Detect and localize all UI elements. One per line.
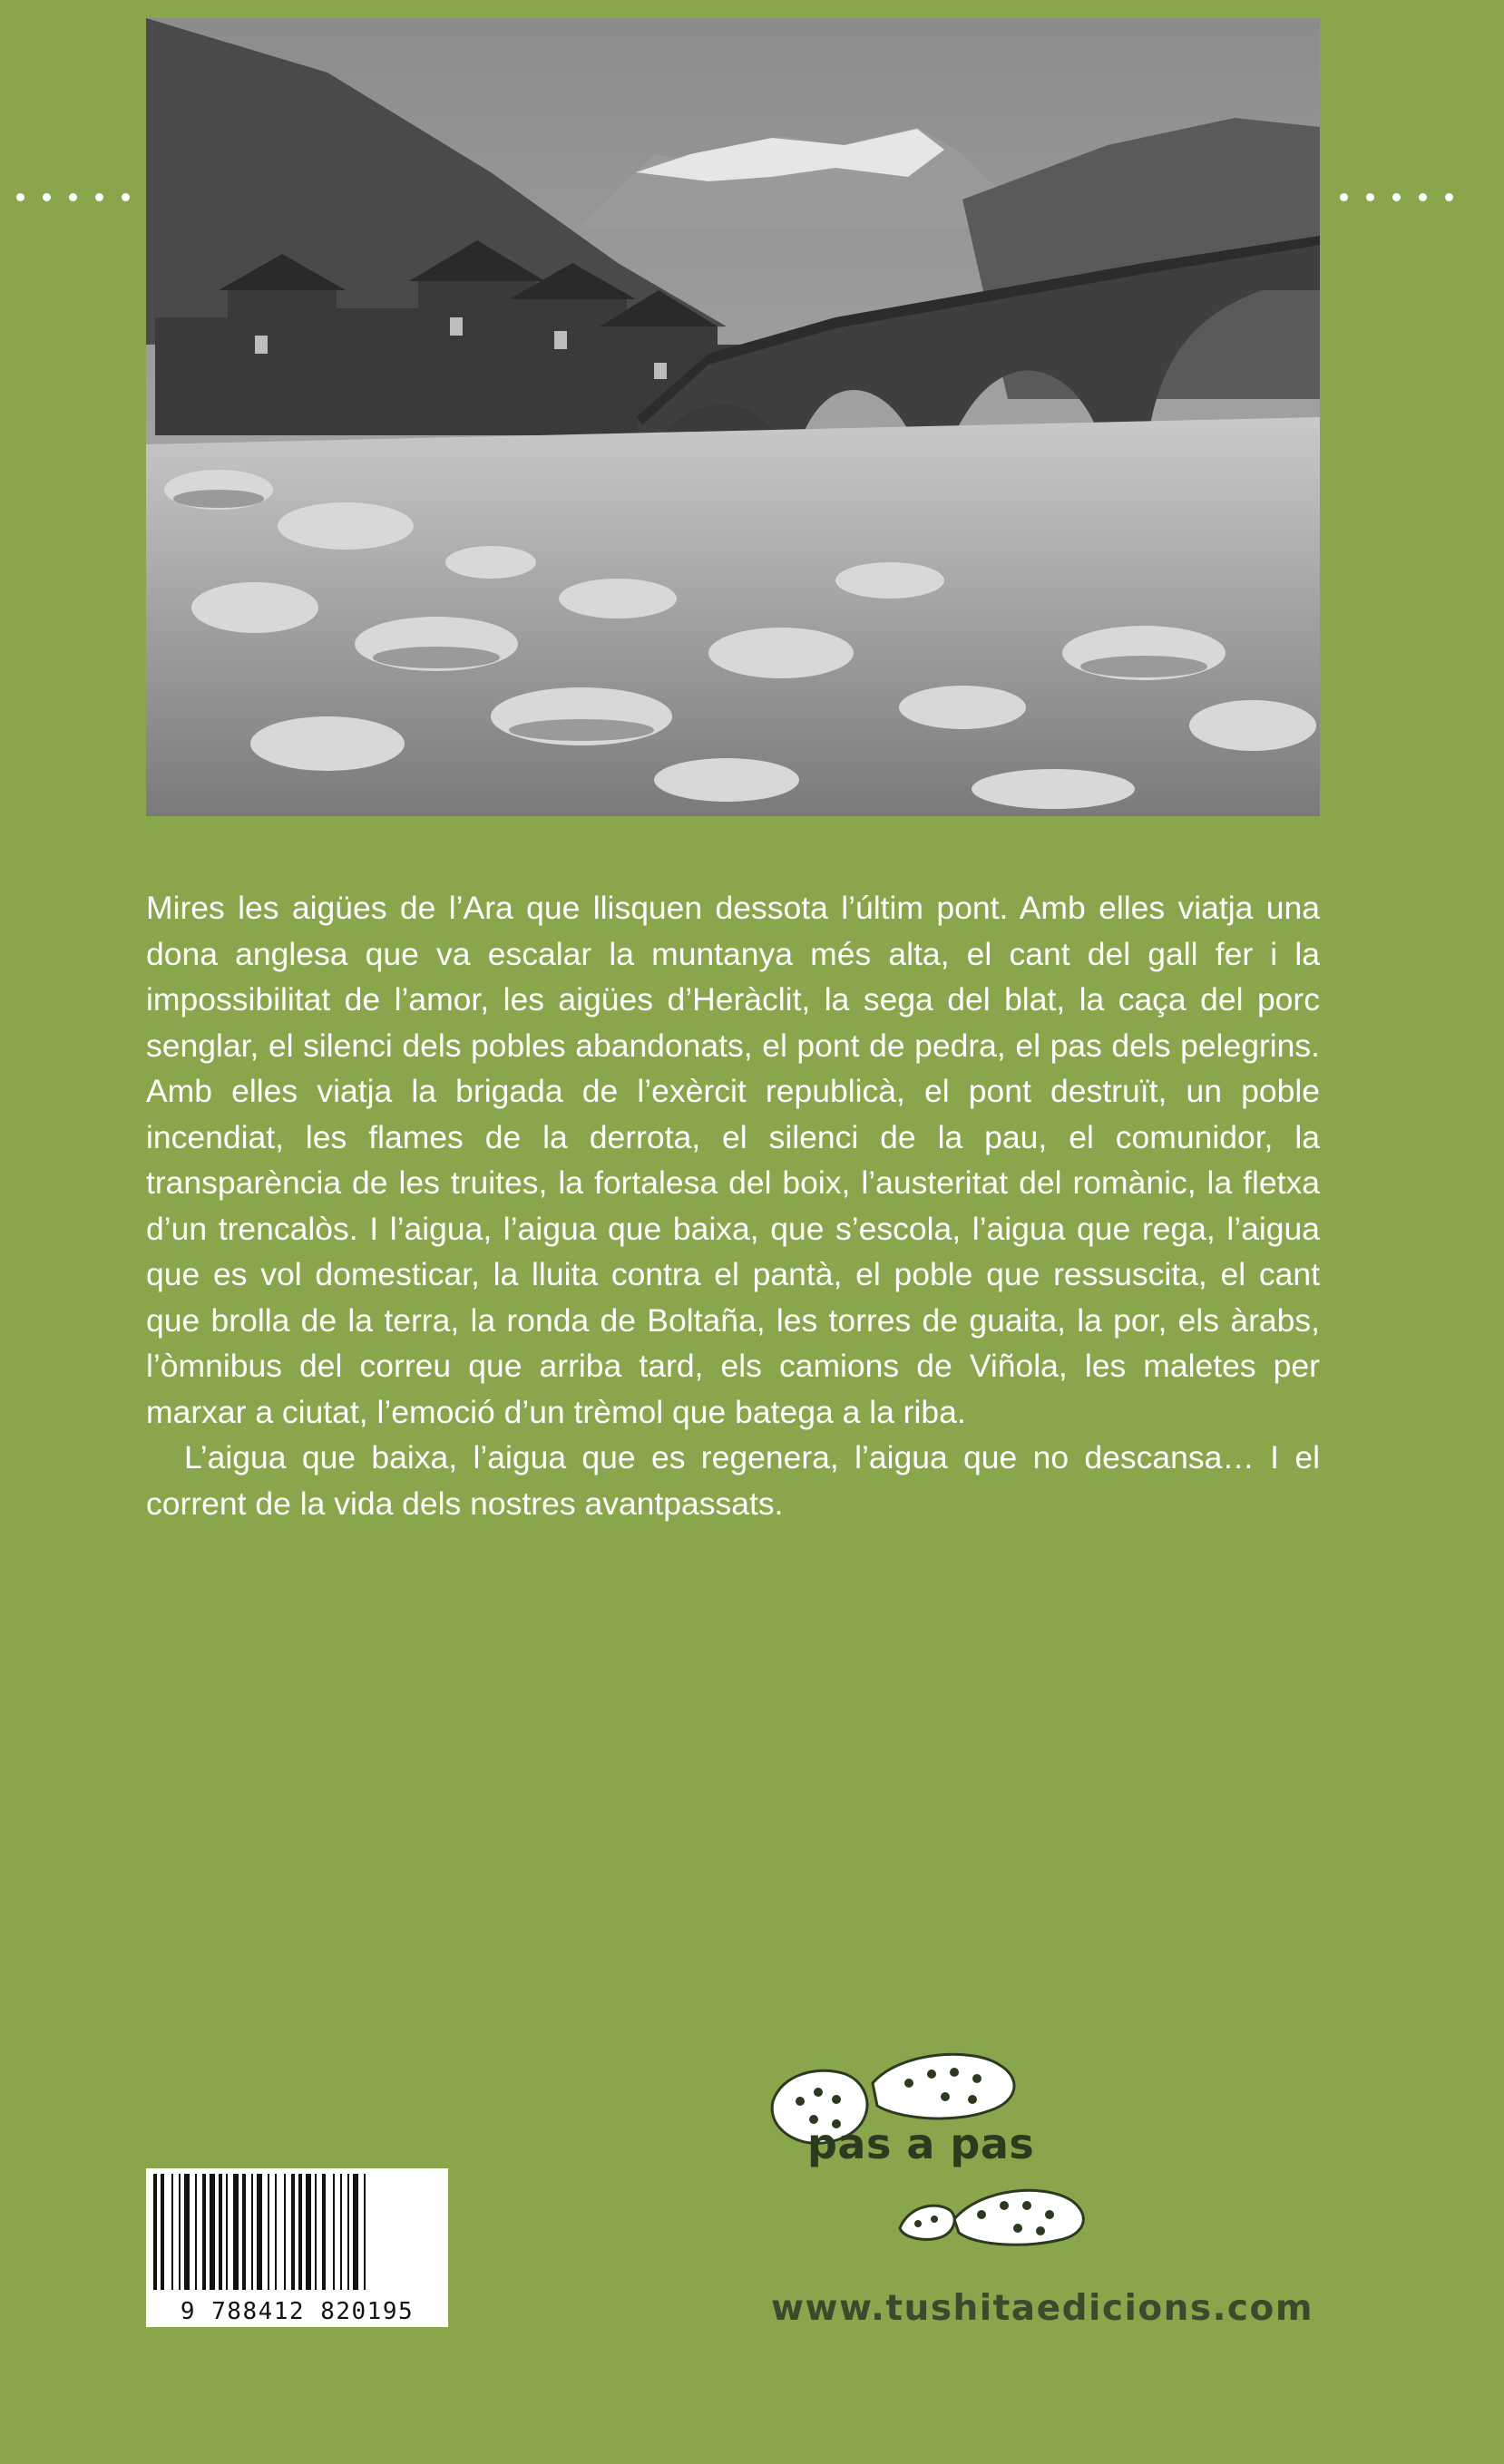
barcode-bar [233, 2174, 239, 2290]
barcode-bar [202, 2174, 206, 2290]
barcode-bar [333, 2174, 335, 2290]
barcode-bar [347, 2174, 349, 2290]
back-cover-blurb [146, 885, 1320, 1526]
publisher-website: www.tushitaedicions.com [771, 2288, 1314, 2329]
blurb-paragraph-1: Mires les aigües de l’Ara que llisquen dessota l’últim pont. Amb elles viatja una dona anglesa que va escalar la muntanya més alta, el cant del gall fer i la impossibilitat de l’amor, les aigües d’Heràclit, la sega del blat, la caça del porc senglar, el silenci dels pobles abandonats, el pont de pedra, el pas dels pelegrins. Amb elles viatja la brigada de l’exèrcit republicà, el pont destruït, un poble incendiat, les flames de la derrota, el silenci de la pau, el comunidor, la transparència de les truites, la fortalesa del boix, l’austeritat del romànic, la fletxa d’un trencalòs. I l’aigua, l’aigua que baixa, que s’escola, l’aigua que rega, l’aigua que es vol domesticar, la lluita contra el pantà, el poble que ressuscita, el cant que brolla de la terra, la ronda de Boltaña, les torres de guaita, la por, els àrabs, l’òmnibus del correu que arriba tard, els camions de Viñola, les maletes per marxar a ciutat, l’emoció d’un trèmol que batega a la riba. [146, 890, 1320, 1430]
barcode-bar [161, 2174, 164, 2290]
barcode-bar [298, 2174, 302, 2290]
barcode-bar [171, 2174, 173, 2290]
cover-photo [146, 18, 1320, 816]
barcode-bar [251, 2174, 253, 2290]
isbn-barcode [146, 2168, 448, 2327]
barcode-bar [306, 2174, 311, 2290]
barcode-bar [322, 2174, 326, 2290]
publisher-logo [764, 2047, 1108, 2251]
barcode-bar [195, 2174, 197, 2290]
river-village-bridge-photo-icon [146, 18, 1320, 816]
barcode-bar [210, 2174, 215, 2290]
barcode-bar [153, 2174, 157, 2290]
barcode-bar [226, 2174, 228, 2290]
barcode-bar [242, 2174, 246, 2290]
barcode-bar [284, 2174, 286, 2290]
barcode-bar [291, 2174, 295, 2290]
isbn-number: 9 788412 820195 [180, 2298, 415, 2325]
barcode-bar [268, 2174, 269, 2290]
barcode-bar [179, 2174, 181, 2290]
logo-text: pas a pas [807, 2119, 1035, 2168]
barcode-bar [275, 2174, 277, 2290]
barcode-bar [315, 2174, 317, 2290]
barcode-bars-icon [146, 2168, 448, 2295]
decorative-dots-left [16, 193, 130, 201]
barcode-bar [184, 2174, 190, 2290]
barcode-bar [364, 2174, 366, 2290]
blurb-paragraph-2: L’aigua que baixa, l’aigua que es regenera, l’aigua que no descansa… I el corrent de la vida dels nostres avantpassats. [146, 1439, 1320, 1522]
barcode-bar [219, 2174, 222, 2290]
barcode-bar [340, 2174, 342, 2290]
decorative-dots-right [1340, 193, 1453, 201]
barcode-bar [257, 2174, 262, 2290]
barcode-bar [353, 2174, 358, 2290]
